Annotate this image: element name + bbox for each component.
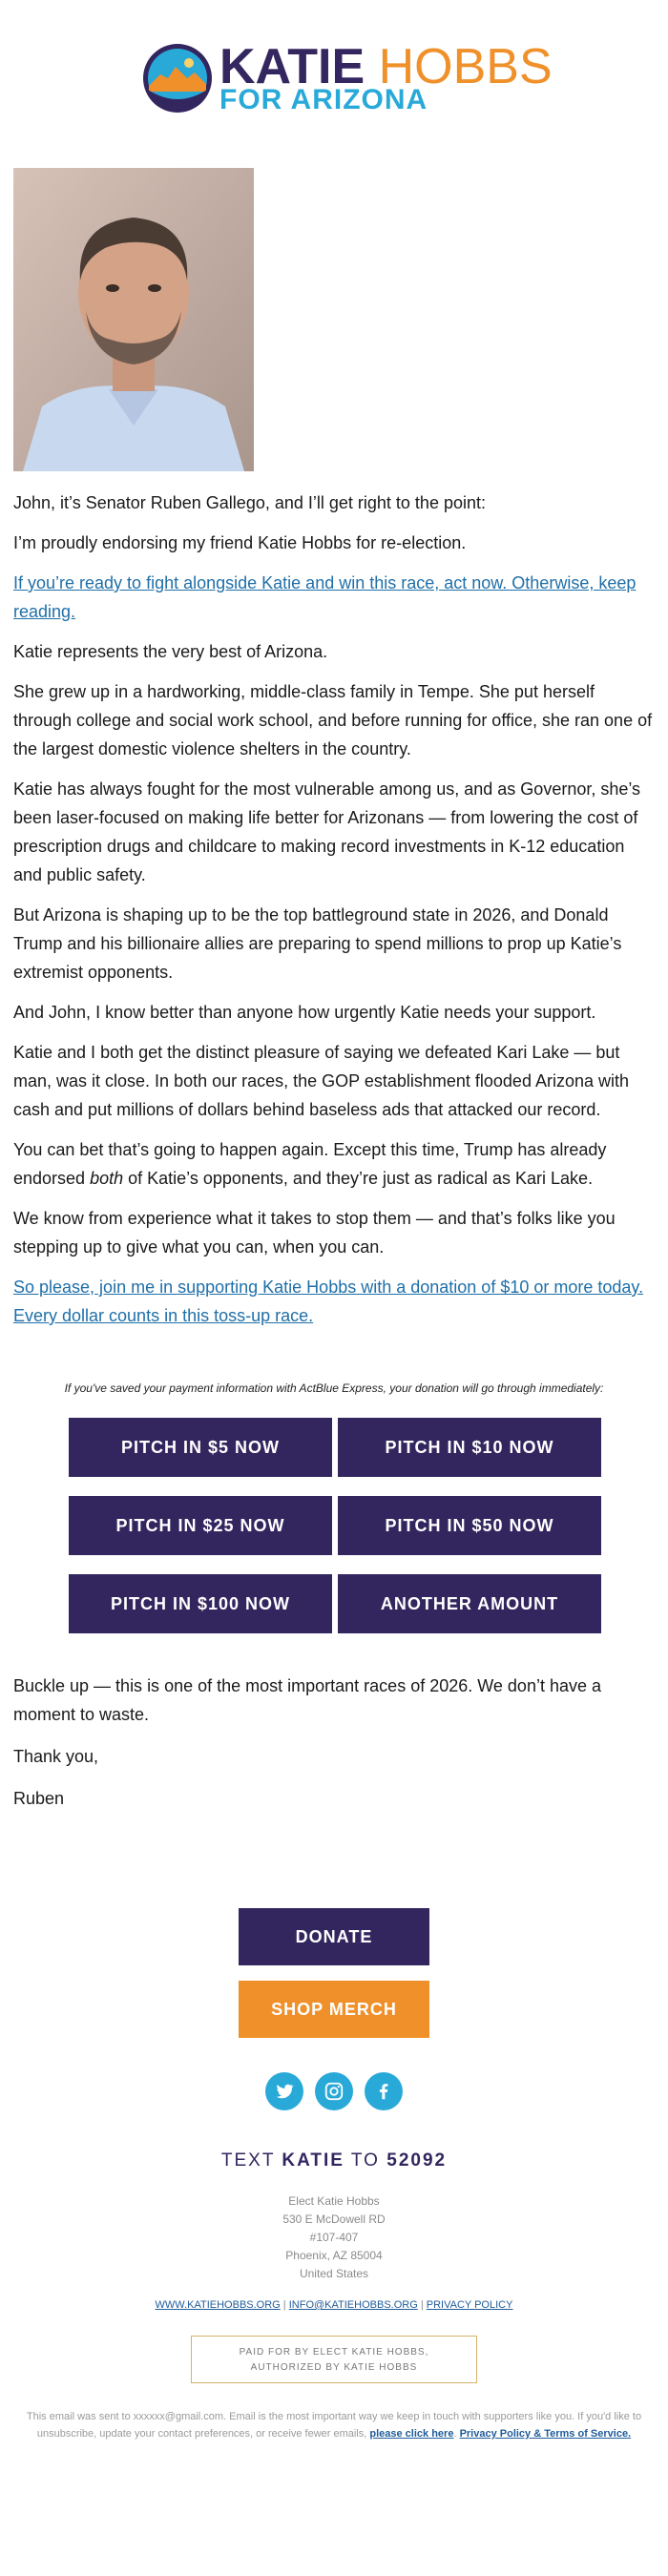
logo-first-name: KATIE	[219, 39, 365, 94]
shop-merch-button[interactable]: SHOP MERCH	[239, 1981, 429, 2038]
text-to-join	[0, 2150, 668, 2171]
logo-tagline: FOR ARIZONA	[219, 84, 428, 115]
text-middle: TO	[344, 2150, 387, 2171]
address-line: #107-407	[309, 2231, 359, 2244]
privacy-policy-link[interactable]: PRIVACY POLICY	[426, 2299, 513, 2311]
signature-name: Ruben	[13, 1789, 65, 1808]
paragraph-best-of-arizona: Katie represents the very best of Arizona.	[13, 642, 328, 661]
text-segment: of Katie’s opponents, and they’re just as radical as Kari Lake.	[123, 1169, 594, 1188]
pitch-in-10-button[interactable]: PITCH IN $10 NOW	[338, 1418, 601, 1477]
donate-ten-link[interactable]: So please, join me in supporting Katie Hobbs with a donation of $10 or more today. Every dollar counts in this toss-up race.	[13, 1278, 644, 1325]
paragraph-support: And John, I know better than anyone how urgently Katie needs your support.	[13, 1003, 596, 1022]
paragraph-trump-endorsed	[13, 1135, 655, 1193]
paragraph-background: She grew up in a hardworking, middle-class family in Tempe. She put herself through college and social work school, and before running for office, she ran one of the largest domestic violence shelters in the country.	[13, 682, 653, 758]
sign-off: Thank you,	[13, 1747, 99, 1766]
address-line: Elect Katie Hobbs	[288, 2194, 380, 2208]
link-separator: |	[417, 2299, 427, 2311]
paragraph-record: Katie has always fought for the most vulnerable among us, and as Governor, she’s been laser-focused on making life better for Arizonans — from lowering the cost of prescription drugs and childcare to making record investments in K-12 education and public safety.	[13, 779, 641, 884]
twitter-icon[interactable]	[265, 2072, 303, 2110]
logo-badge-icon	[141, 42, 214, 114]
instagram-icon[interactable]	[315, 2072, 353, 2110]
donate-button[interactable]: DONATE	[239, 1908, 429, 1965]
paragraph-kari-lake: Katie and I both get the distinct pleasure of saying we defeated Kari Lake — but man, was it close. In both our races, the GOP establishment flooded Arizona with cash and put millions of dollars behind baseless ads that attacked our record.	[13, 1043, 630, 1119]
disclaimer-separator: .	[453, 2428, 460, 2440]
link-separator: |	[280, 2299, 289, 2311]
text-number: 52092	[386, 2150, 448, 2171]
paid-for-line-1: PAID FOR BY ELECT KATIE HOBBS,	[239, 2347, 429, 2358]
privacy-terms-link[interactable]: Privacy Policy & Terms of Service.	[459, 2428, 632, 2440]
actblue-express-note: If you've saved your payment information with ActBlue Express, your donation will go through immediately:	[64, 1381, 604, 1395]
facebook-icon[interactable]	[365, 2072, 403, 2110]
website-link[interactable]: WWW.KATIEHOBBS.ORG	[155, 2299, 281, 2311]
act-now-link[interactable]: If you’re ready to fight alongside Katie and win this race, act now. Otherwise, keep reading.	[13, 573, 637, 621]
pitch-in-100-button[interactable]: PITCH IN $100 NOW	[69, 1574, 332, 1633]
paragraph-endorsement: I’m proudly endorsing my friend Katie Hobbs for re-election.	[13, 533, 467, 552]
paragraph-experience: We know from experience what it takes to stop them — and that’s folks like you stepping up to give what you can, when you can.	[13, 1209, 616, 1257]
mailing-address	[0, 2192, 668, 2283]
email-disclaimer	[23, 2408, 645, 2442]
letter-closing	[13, 1672, 655, 1824]
text-segment: You can bet that’s going to happen again. Except this time, Trump has already endorsed	[13, 1140, 607, 1188]
paid-for-disclaimer	[191, 2336, 477, 2383]
senator-photo	[13, 168, 254, 471]
social-links	[265, 2072, 408, 2110]
address-line: Phoenix, AZ 85004	[285, 2249, 383, 2262]
another-amount-button[interactable]: ANOTHER AMOUNT	[338, 1574, 601, 1633]
address-line: United States	[299, 2267, 369, 2280]
disclaimer-text: This email was sent to xxxxxx@gmail.com. Email is the most important way we keep in touch with supporters like you. If you'd like to unsubscribe, update your contact preferences, or receive fewer emails,	[26, 2411, 642, 2440]
letter-body	[13, 488, 655, 1341]
text-keyword: KATIE	[282, 2150, 344, 2171]
pitch-in-25-button[interactable]: PITCH IN $25 NOW	[69, 1496, 332, 1555]
footer-links	[0, 2299, 668, 2311]
paragraph-battleground: But Arizona is shaping up to be the top battleground state in 2026, and Donald Trump and his billionaire allies are preparing to spend millions to prop up Katie’s extremist opponents.	[13, 905, 622, 982]
paid-for-line-2: AUTHORIZED BY KATIE HOBBS	[250, 2362, 418, 2373]
paragraph-buckle-up: Buckle up — this is one of the most important races of 2026. We don’t have a moment to waste.	[13, 1676, 601, 1724]
campaign-logo[interactable]	[141, 39, 553, 124]
emphasis-both: both	[90, 1169, 124, 1188]
pitch-in-5-button[interactable]: PITCH IN $5 NOW	[69, 1418, 332, 1477]
unsubscribe-link[interactable]: please click here	[369, 2428, 454, 2440]
email-link[interactable]: INFO@KATIEHOBBS.ORG	[288, 2299, 418, 2311]
address-line: 530 E McDowell RD	[282, 2212, 386, 2226]
text-prefix: TEXT	[220, 2150, 282, 2171]
paragraph-greeting: John, it’s Senator Ruben Gallego, and I’ll get right to the point:	[13, 493, 486, 512]
pitch-in-50-button[interactable]: PITCH IN $50 NOW	[338, 1496, 601, 1555]
logo-last-name: HOBBS	[378, 39, 553, 94]
email-header	[0, 0, 668, 162]
